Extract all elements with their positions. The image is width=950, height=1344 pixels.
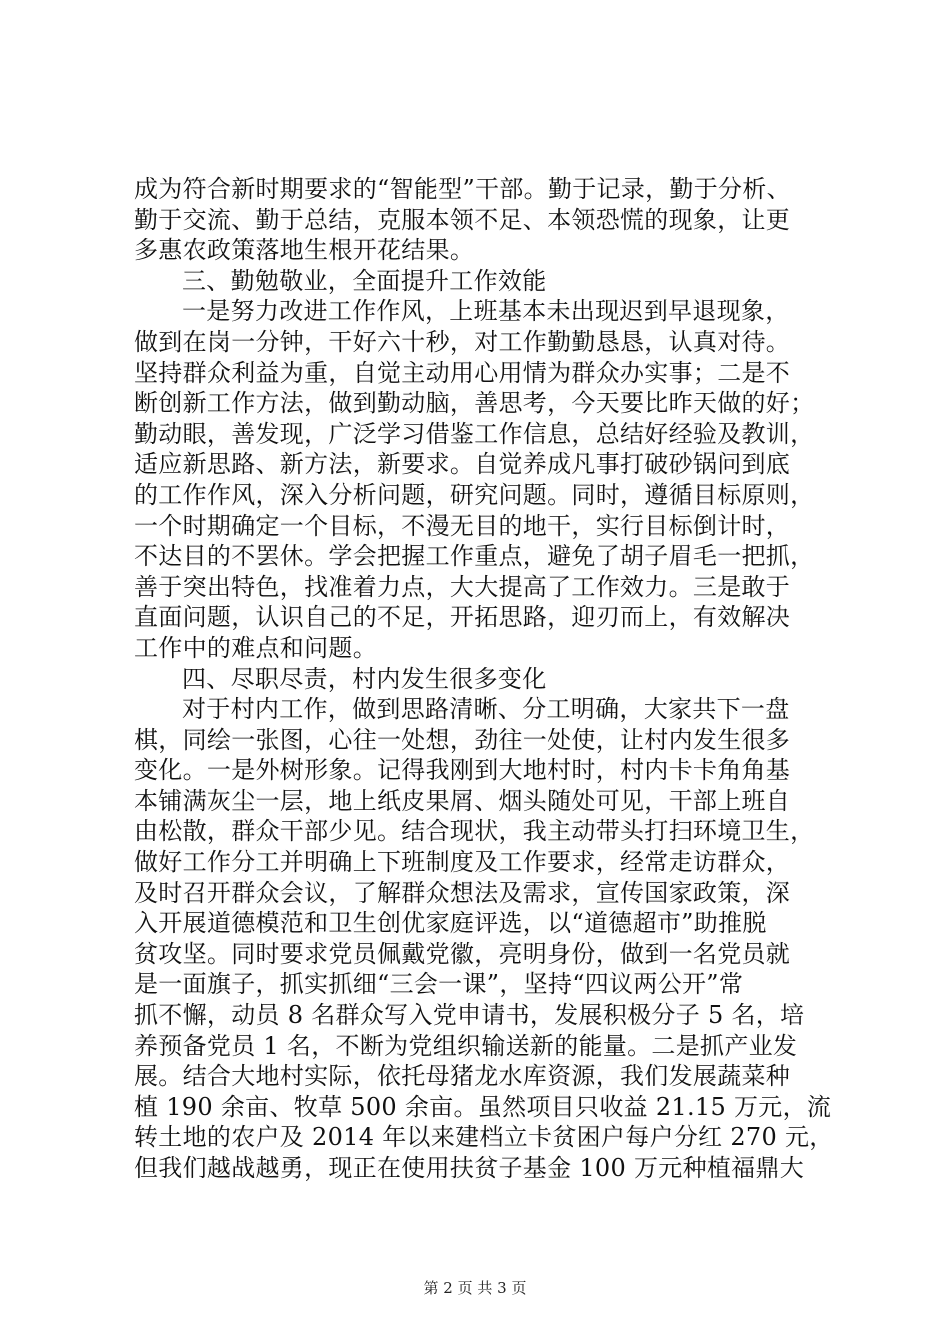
text-line: 展。结合大地村实际，依托母猪龙水库资源，我们发展蔬菜种 bbox=[134, 1062, 791, 1091]
text-line: 工作中的难点和问题。 bbox=[134, 633, 377, 662]
text-line: 断创新工作方法，做到勤动脑，善思考，今天要比昨天做的好； bbox=[134, 389, 815, 418]
text-line: 及时召开群众会议，了解群众想法及需求，宣传国家政策，深 bbox=[134, 878, 791, 907]
text-line: 变化。一是外树形象。记得我刚到大地村时，村内卡卡角角基 bbox=[134, 756, 791, 785]
text-line: 适应新思路、新方法，新要求。自觉养成凡事打破砂锅问到底 bbox=[134, 450, 791, 479]
document-body bbox=[134, 174, 834, 1184]
text-line: 棋，同绘一张图，心往一处想，劲往一处使，让村内发生很多 bbox=[134, 725, 791, 754]
text-line: 一是努力改进工作作风，上班基本未出现迟到早退现象， bbox=[182, 297, 790, 326]
text-line: 做到在岗一分钟，干好六十秒，对工作勤勤恳恳，认真对待。 bbox=[134, 327, 791, 356]
text-line: 善于突出特色，找准着力点，大大提高了工作效力。三是敢于 bbox=[134, 572, 791, 601]
text-line: 对于村内工作，做到思路清晰、分工明确，大家共下一盘 bbox=[182, 695, 790, 724]
text-line: 但我们越战越勇，现正在使用扶贫子基金 100 万元种植福鼎大 bbox=[134, 1154, 805, 1182]
text-line: 坚持群众利益为重，自觉主动用心用情为群众办实事；二是不 bbox=[134, 358, 791, 387]
text-line: 勤动眼，善发现，广泛学习借鉴工作信息，总结好经验及教训， bbox=[134, 419, 815, 448]
text-line: 的工作作风，深入分析问题，研究问题。同时，遵循目标原则， bbox=[134, 480, 815, 509]
text-line: 入开展道德模范和卫生创优家庭评选，以“道德超市”助推脱 bbox=[134, 909, 767, 938]
text-line: 勤于交流、勤于总结，克服本领不足、本领恐慌的现象，让更 bbox=[134, 205, 791, 234]
text-line: 一个时期确定一个目标，不漫无目的地干，实行目标倒计时， bbox=[134, 511, 791, 540]
text-line: 不达目的不罢休。学会把握工作重点，避免了胡子眉毛一把抓， bbox=[134, 542, 815, 571]
text-line: 本铺满灰尘一层，地上纸皮果屑、烟头随处可见，干部上班自 bbox=[134, 786, 791, 815]
text-line: 抓不懈，动员 8 名群众写入党申请书，发展积极分子 5 名，培 bbox=[134, 1001, 805, 1030]
text-line: 植 190 余亩、牧草 500 余亩。虽然项目只收益 21.15 万元，流 bbox=[134, 1092, 832, 1121]
text-line: 四、尽职尽责，村内发生很多变化 bbox=[182, 664, 547, 693]
text-line: 成为符合新时期要求的“智能型”干部。勤于记录，勤于分析、 bbox=[134, 175, 791, 203]
text-line: 转土地的农户及 2014 年以来建档立卡贫困户每户分红 270 元， bbox=[134, 1123, 834, 1152]
page-footer: 第 2 页 共 3 页 bbox=[423, 1279, 527, 1297]
text-line: 三、勤勉敬业，全面提升工作效能 bbox=[182, 266, 547, 295]
text-line: 由松散，群众干部少见。结合现状，我主动带头打扫环境卫生， bbox=[134, 817, 815, 846]
text-line: 直面问题，认识自己的不足，开拓思路，迎刃而上，有效解决 bbox=[134, 603, 791, 632]
text-line: 是一面旗子，抓实抓细“三会一课”，坚持“四议两公开”常 bbox=[134, 970, 744, 999]
text-line: 贫攻坚。同时要求党员佩戴党徽，亮明身份，做到一名党员就 bbox=[134, 939, 791, 968]
text-line: 做好工作分工并明确上下班制度及工作要求，经常走访群众， bbox=[134, 848, 791, 877]
text-line: 多惠农政策落地生根开花结果。 bbox=[134, 236, 475, 265]
text-line: 养预备党员 1 名，不断为党组织输送新的能量。二是抓产业发 bbox=[134, 1031, 798, 1060]
